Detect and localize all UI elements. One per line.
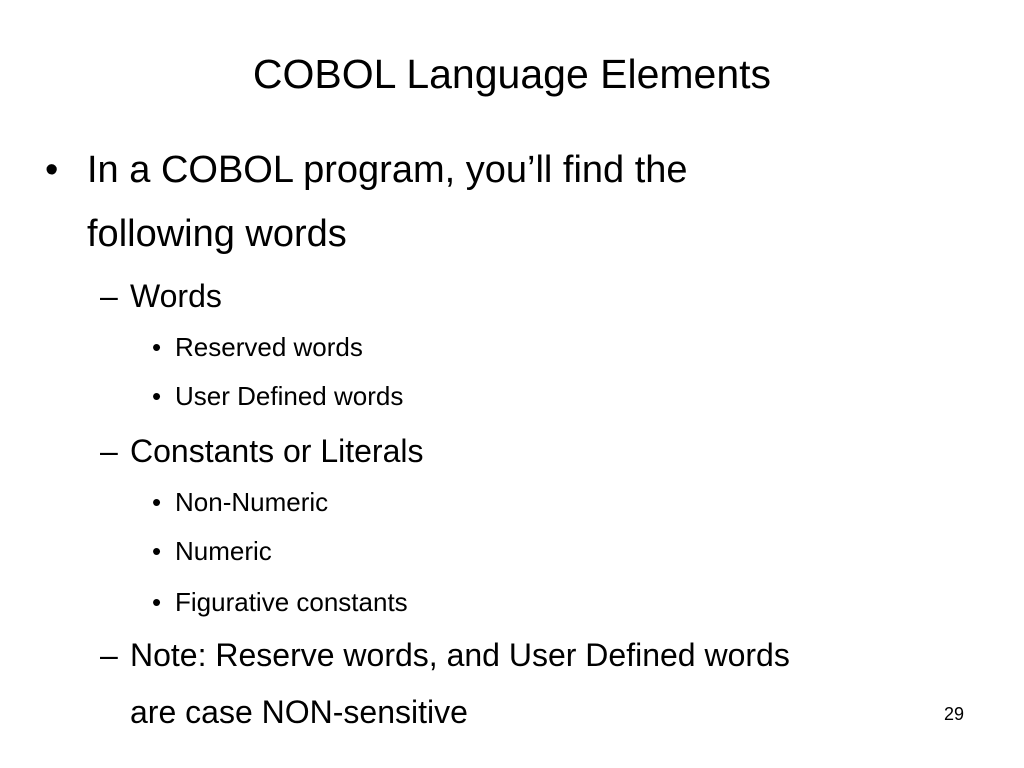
list-item-figurative-constants: Figurative constants — [175, 587, 408, 617]
dash-marker-words: – — [100, 278, 118, 314]
note-line2: are case NON-sensitive — [130, 694, 468, 730]
page-number: 29 — [943, 704, 964, 724]
words-heading: Words — [130, 278, 222, 314]
list-item-user-defined-words: User Defined words — [175, 381, 404, 411]
main-bullet-marker: • — [45, 149, 59, 191]
list-item-numeric: Numeric — [175, 536, 272, 566]
dash-marker-constants: – — [100, 433, 118, 469]
main-bullet-line1: In a COBOL program, you’ll find the — [87, 149, 688, 191]
dash-marker-note: – — [100, 637, 118, 673]
slide-title: COBOL Language Elements — [252, 51, 772, 97]
sub-bullet-marker: • — [152, 487, 162, 517]
note-line1: Note: Reserve words, and User Defined words — [130, 637, 790, 673]
list-item-non-numeric: Non-Numeric — [175, 487, 329, 517]
sub-bullet-marker: • — [152, 332, 162, 362]
sub-bullet-marker: • — [152, 587, 162, 617]
sub-bullet-marker: • — [152, 381, 162, 411]
main-bullet-line2: following words — [87, 213, 347, 255]
constants-heading: Constants or Literals — [130, 433, 424, 469]
sub-bullet-marker: • — [152, 536, 162, 566]
list-item-reserved-words: Reserved words — [175, 332, 363, 362]
